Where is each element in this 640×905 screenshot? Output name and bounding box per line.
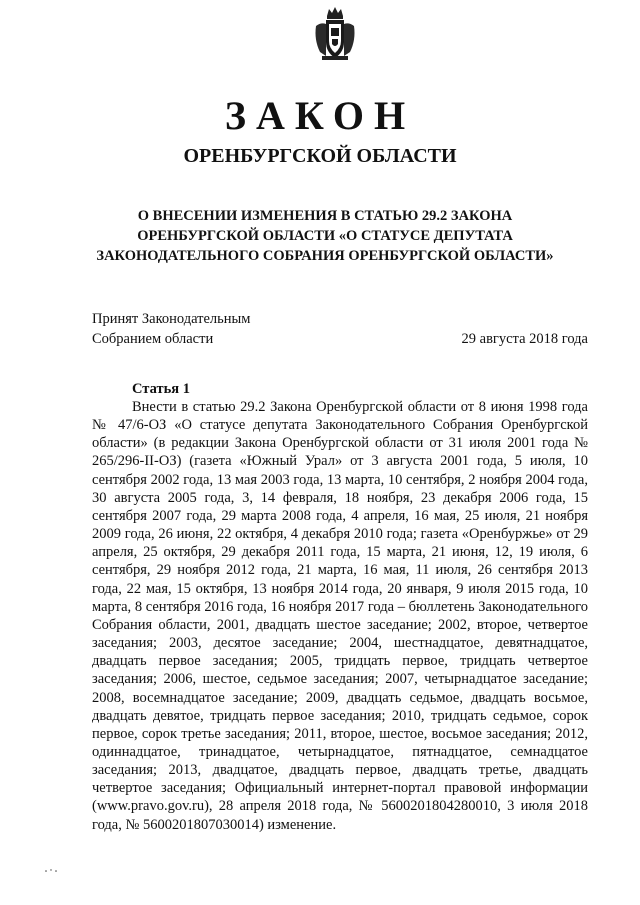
adoption-date: 29 августа 2018 года	[461, 331, 588, 347]
article-heading: Статья 1	[132, 381, 190, 397]
coat-of-arms-emblem	[312, 6, 358, 62]
law-title: ЗАКОН	[224, 93, 416, 138]
article-body: Внести в статью 29.2 Закона Оренбургской области от 8 июня 1998 года № 47/6-ОЗ «О статусе депутата Законодательного Собрания Оренбургской области» (в редакции Закона Оренбургской области от 31 июля 2001 года № 265/296-II-ОЗ) (газета «Южный Урал» от 3 августа 2001 года, 5 июля, 10 сентября 2002 года, 13 мая 2003 года, 13 марта, 10 сентября, 2 ноября 2004 года, 30 августа 2005 года, 3, 14 февраля, 18 ноября, 23 декабря 2006 года, 15 сентября 2007 года, 29 марта 2008 года, 4 апреля, 16 мая, 25 июля, 21 ноября 2009 года, 26 июня, 22 октября, 4 декабря 2010 года; газета «Оренбуржье» от 29 апреля, 25 октября, 29 декабря 2011 года, 15 марта, 21 июня, 12, 19 июля, 6 сентября, 29 ноября 2012 года, 21 марта, 16 мая, 11 июля, 26 сентября 2013 года, 22 мая, 15 октября, 13 ноября 2014 года, 20 января, 9 июля 2015 года, 10 марта, 8 сентября 2016 года, 16 ноября 2017 года – бюллетень Законодательного Собрания области, 2001, двадцать шестое заседание; 2002, второе, четвертое заседания; 2003, десятое заседание; 2004, шестнадцатое, девятнадцатое, двадцать первое заседания; 2005, тридцать первое, тридцать четвертое заседания; 2006, шестое, седьмое заседания; 2007, четырнадцатое заседание; 2008, восемнадцатое заседание; 2009, двадцать седьмое, двадцать восьмое, двадцать девятое, тридцать первое заседания; 2010, тридцать седьмое, сорок первое, сорок третье заседания; 2011, второе, шестое, восьмое заседания; 2012, одиннадцатое, тринадцатое, четырнадцатое, пятнадцатое, семнадцатое заседания; 2013, двадцатое, двадцать первое, двадцать третье, двадцать четвертое заседания; Официальный интернет-портал правовой информации (www.pravo.gov.ru), 28 апреля 2018 года, № 5600201804280010, 3 июля 2018 года, № 5600201807030014) изменение.	[92, 399, 588, 833]
law-subject	[60, 206, 590, 266]
subject-line: О ВНЕСЕНИИ ИЗМЕНЕНИЯ В СТАТЬЮ 29.2 ЗАКОНА	[137, 208, 513, 224]
subject-line: ЗАКОНОДАТЕЛЬНОГО СОБРАНИЯ ОРЕНБУРГСКОЙ ОБЛАСТИ»	[96, 248, 554, 264]
scan-specks	[44, 868, 58, 874]
region-heading: ОРЕНБУРГСКОЙ ОБЛАСТИ	[183, 145, 457, 167]
subject-line: ОРЕНБУРГСКОЙ ОБЛАСТИ «О СТАТУСЕ ДЕПУТАТА	[137, 228, 513, 244]
adoption-line: Собранием области	[92, 331, 214, 347]
adoption-line: Принят Законодательным	[92, 311, 251, 327]
adoption-note	[92, 309, 250, 349]
